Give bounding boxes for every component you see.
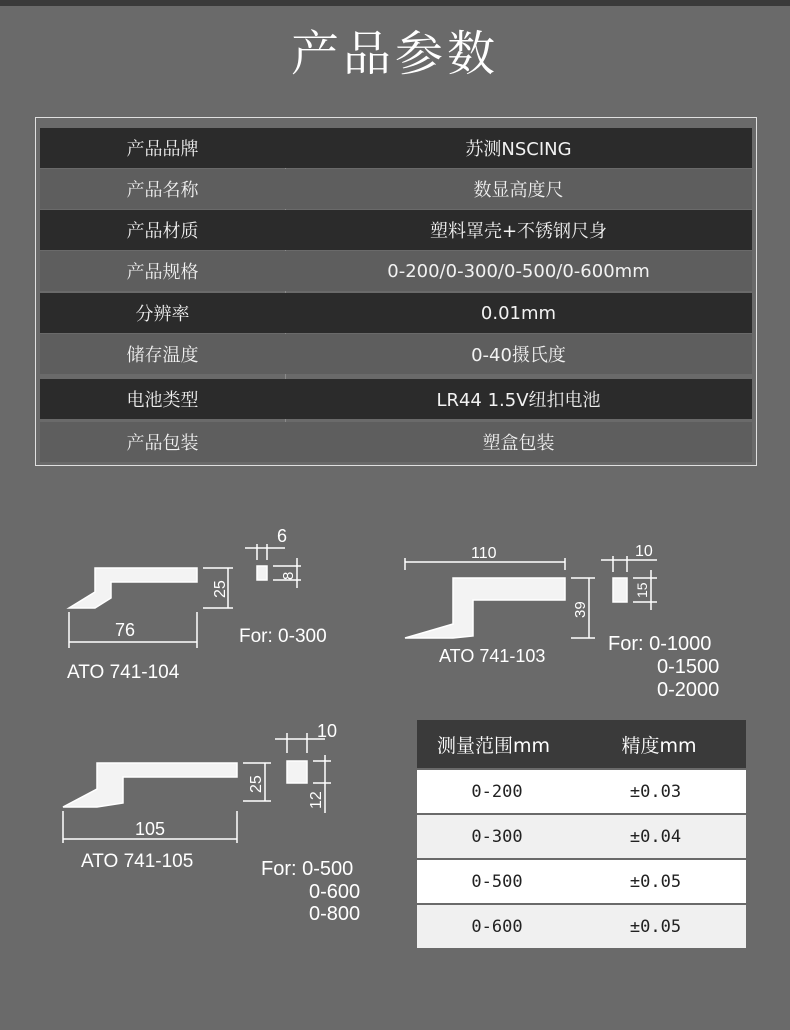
height-label: 25: [212, 580, 229, 598]
spec-value: 0-200/0-300/0-500/0-600mm: [387, 260, 650, 282]
spec-label: 电池类型: [126, 390, 199, 411]
range-label: 0-1500: [657, 656, 720, 678]
thick-label: 12: [308, 791, 325, 809]
spec-label: 产品品牌: [126, 139, 199, 160]
spec-value: 塑盒包装: [482, 433, 555, 454]
spec-row: [40, 169, 752, 209]
width-label: 10: [317, 721, 338, 741]
for-label: For: 0-500: [261, 858, 354, 880]
length-label: 105: [135, 819, 166, 839]
height-label: 25: [248, 775, 265, 793]
diagram-ato-741-103: [395, 540, 740, 705]
spec-row: [40, 379, 752, 419]
spec-value: 塑料罩壳+不锈钢尺身: [429, 221, 608, 242]
probe-drawing: [55, 715, 385, 925]
range-cell: 0-300: [471, 826, 523, 847]
accuracy-header: [417, 720, 746, 768]
spec-row: [40, 128, 752, 168]
model-label: ATO 741-103: [439, 646, 546, 666]
spec-label: 产品名称: [126, 180, 199, 201]
probe-drawing: [395, 540, 740, 705]
range-label: 0-600: [309, 881, 361, 903]
spec-label: 产品包装: [126, 433, 199, 454]
probe-drawing: [55, 520, 355, 690]
precision-cell: ±0.05: [629, 871, 682, 892]
height-label: 39: [572, 601, 589, 618]
accuracy-row: [417, 905, 746, 948]
spec-value: 0.01mm: [480, 302, 557, 324]
diagram-ato-741-104: [55, 520, 355, 690]
header-precision: 精度mm: [621, 734, 697, 757]
range-cell: 0-600: [471, 916, 523, 937]
width-label: 10: [635, 543, 653, 560]
spec-value: LR44 1.5V纽扣电池: [436, 390, 601, 411]
spec-row: [40, 210, 752, 250]
accuracy-table: [417, 720, 746, 952]
spec-value: 0-40摄氏度: [471, 345, 566, 366]
range-label: 0-2000: [657, 679, 720, 701]
spec-label: 产品材质: [126, 221, 199, 242]
spec-value: 数显高度尺: [473, 180, 564, 201]
thick-label: 8: [280, 571, 297, 580]
accuracy-row: [417, 860, 746, 903]
spec-value: 苏测NSCING: [465, 139, 572, 160]
model-label: ATO 741-105: [81, 851, 194, 872]
spec-row: [40, 293, 752, 333]
accuracy-row: [417, 770, 746, 813]
range-cell: 0-200: [471, 781, 523, 802]
top-bar: [0, 0, 790, 6]
spec-row: [40, 422, 752, 462]
for-label: For: 0-1000: [608, 633, 712, 655]
thick-label: 15: [634, 582, 650, 598]
diagram-ato-741-105: [55, 715, 385, 925]
range-label: 0-800: [309, 903, 361, 925]
spec-label: 分辨率: [135, 304, 190, 325]
header-range: 测量范围mm: [437, 734, 551, 757]
precision-cell: ±0.04: [629, 826, 682, 847]
width-label: 6: [277, 526, 288, 546]
length-label: 110: [471, 545, 497, 562]
range-cell: 0-500: [471, 871, 523, 892]
spec-table: [35, 117, 757, 466]
accuracy-row: [417, 815, 746, 858]
precision-cell: ±0.05: [629, 916, 682, 937]
page-title: 产品参数: [290, 26, 499, 82]
spec-label: 产品规格: [126, 262, 199, 283]
model-label: ATO 741-104: [67, 662, 180, 683]
length-label: 76: [115, 620, 136, 640]
precision-cell: ±0.03: [629, 781, 682, 802]
spec-row: [40, 334, 752, 374]
spec-row: [40, 251, 752, 291]
spec-label: 储存温度: [126, 345, 199, 366]
for-label: For: 0-300: [239, 626, 327, 647]
